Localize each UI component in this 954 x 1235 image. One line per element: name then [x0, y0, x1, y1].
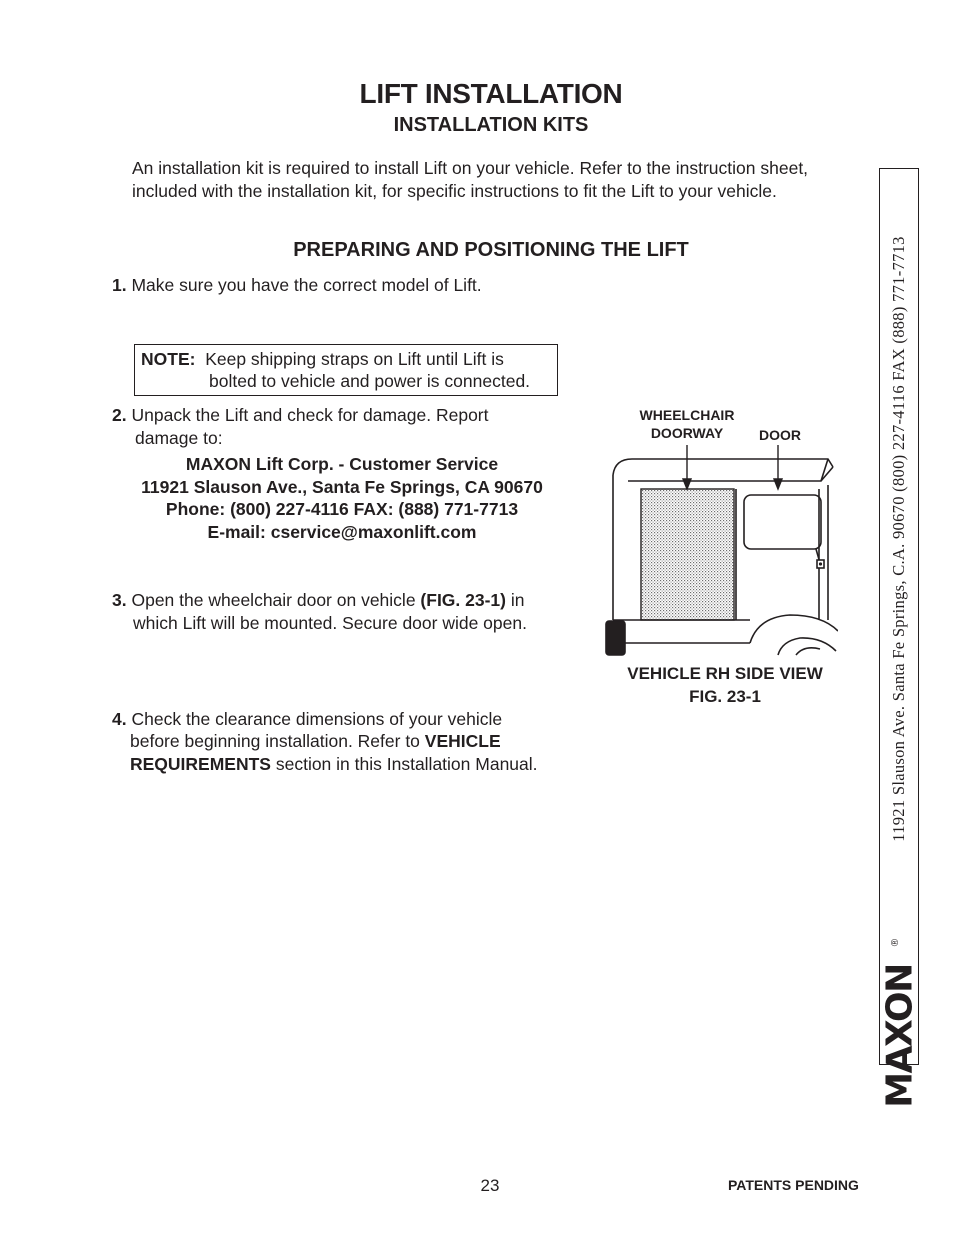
maxon-logo — [879, 964, 921, 1108]
step-2-line-2: damage to: — [135, 428, 223, 448]
step-4-text-1: Check the clearance dimensions of your vehicle — [131, 709, 503, 729]
page-number: 23 — [480, 1176, 500, 1195]
figure-caption: VEHICLE RH SIDE VIEW — [627, 664, 823, 683]
step-4-ref-1: VEHICLE — [424, 731, 501, 751]
maxon-logo-text: MAXON — [879, 964, 921, 1108]
vehicle-side-view-figure — [600, 445, 850, 660]
figure-label-doorway: DOORWAY — [650, 425, 724, 441]
figure-number: FIG. 23-1 — [689, 687, 761, 706]
figure-label-door: DOOR — [759, 427, 801, 443]
figure-label-wheelchair: WHEELCHAIR — [639, 407, 735, 423]
step-4-text-2: before beginning installation. Refer to — [130, 731, 425, 751]
contact-email: E-mail: cservice@maxonlift.com — [207, 522, 477, 542]
note-text-1: Keep shipping straps on Lift until Lift is — [205, 349, 504, 369]
note-line-1 — [141, 348, 504, 371]
installation-kits-line-1: An installation kit is required to install Lift on your vehicle. Refer to the instruction sheet, — [132, 158, 809, 178]
note-label: NOTE: — [141, 349, 196, 369]
step-3-text-1b: in — [506, 590, 525, 610]
step-2-line-1 — [112, 404, 489, 427]
step-3-text-1: Open the wheelchair door on vehicle — [131, 590, 421, 610]
installation-kits-line-2: included with the installation kit, for specific instructions to fit the Lift to your vehicle. — [132, 181, 777, 201]
step-4-text-3: section in this Installation Manual. — [270, 754, 538, 774]
step-4-line-2 — [130, 730, 501, 753]
step-2-text-1: Unpack the Lift and check for damage. Report — [131, 405, 489, 425]
step-3-fig-ref: (FIG. 23-1) — [420, 590, 506, 610]
registered-mark: ® — [890, 938, 902, 947]
address-sidebar — [879, 168, 921, 1108]
step-3-number: 3. — [112, 590, 127, 610]
contact-address: 11921 Slauson Ave., Santa Fe Springs, CA 90670 — [141, 477, 543, 497]
step-2-number: 2. — [112, 405, 127, 425]
sidebar-address: 11921 Slauson Ave. Santa Fe Springs, C.A. 90670 (800) 227-4116 FAX (888) 771-7713 — [888, 236, 908, 842]
contact-phone: Phone: (800) 227-4116 FAX: (888) 771-7713 — [165, 499, 519, 519]
step-4-line-3 — [130, 753, 538, 776]
step-3-line-2: which Lift will be mounted. Secure door wide open. — [133, 613, 527, 633]
step-4-number: 4. — [112, 709, 127, 729]
step-1 — [112, 274, 482, 297]
contact-company: MAXON Lift Corp. - Customer Service — [185, 454, 499, 474]
step-1-number: 1. — [112, 275, 127, 295]
step-3-line-1 — [112, 589, 524, 612]
step-1-text: Make sure you have the correct model of Lift. — [131, 275, 482, 295]
preparing-heading: PREPARING AND POSITIONING THE LIFT — [293, 239, 689, 261]
step-4-ref-2: REQUIREMENTS — [130, 754, 271, 774]
patents-pending: PATENTS PENDING — [728, 1177, 859, 1193]
step-4-line-1 — [112, 708, 502, 731]
note-line-2: bolted to vehicle and power is connected. — [209, 371, 531, 391]
installation-kits-heading: INSTALLATION KITS — [393, 114, 589, 136]
page-title: LIFT INSTALLATION — [359, 78, 623, 109]
